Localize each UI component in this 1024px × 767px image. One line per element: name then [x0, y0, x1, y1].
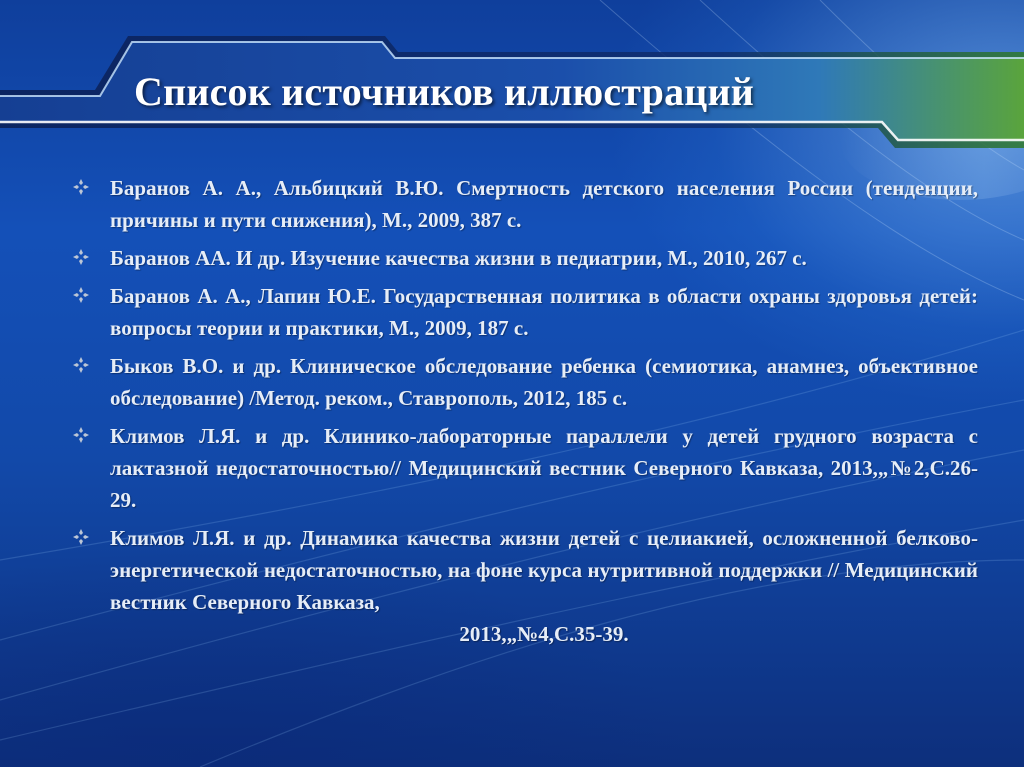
diamond-bullet-icon: [72, 426, 90, 444]
list-item-text: Климов Л.Я. и др. Клинико-лабораторные параллели у детей грудного возраста с лактазной недостаточностью// Медицинский вестник Северного Кавказа, 2013,„№2,С.26-29.: [110, 424, 978, 512]
slide-title: Список источников иллюстраций: [134, 69, 755, 114]
list-item-text: Баранов АА. И др. Изучение качества жизни в педиатрии, М., 2010, 267 с.: [110, 246, 807, 270]
list-item-text: Климов Л.Я. и др. Динамика качества жизни детей с целиакией, осложненной белково-энергетической недостаточностью, на фоне курса нутритивной поддержки // Медицинский вестник Северного Кавказа,: [110, 526, 978, 614]
diamond-bullet-icon: [72, 356, 90, 374]
list-item-text: Баранов А. А., Альбицкий В.Ю. Смертность детского населения России (тенденции, причины и пути снижения), М., 2009, 387 с.: [110, 176, 978, 232]
list-item: [72, 350, 978, 414]
diamond-bullet-icon: [72, 286, 90, 304]
diamond-bullet-icon: [72, 178, 90, 196]
list-item-text-end: 2013,„№4,С.35-39.: [459, 622, 629, 646]
list-item: [72, 420, 978, 516]
list-item: [72, 522, 978, 650]
list-item: [72, 280, 978, 344]
list-item-text: Быков В.О. и др. Клиническое обследование ребенка (семиотика, анамнез, объективное обследование) /Метод. реком., Ставрополь, 2012, 185 с.: [110, 354, 978, 410]
list-item: [72, 242, 978, 274]
list-item: [72, 172, 978, 236]
diamond-bullet-icon: [72, 248, 90, 266]
diamond-bullet-icon: [72, 528, 90, 546]
reference-list: [72, 172, 978, 656]
list-item-text: Баранов А. А., Лапин Ю.Е. Государственная политика в области охраны здоровья детей: вопросы теории и практики, М., 2009, 187 с.: [110, 284, 978, 340]
